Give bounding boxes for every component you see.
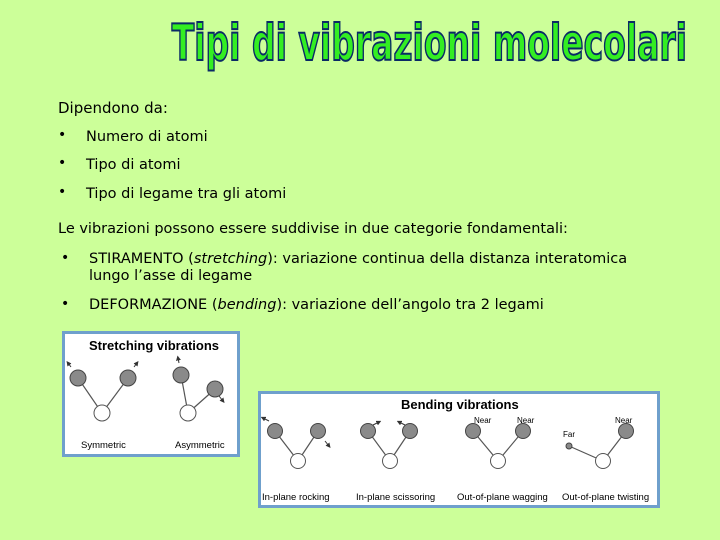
annotation-far: Far	[563, 430, 575, 439]
bending-figure	[258, 391, 660, 508]
bending-diagram	[261, 394, 657, 505]
bullet-mark: •	[58, 184, 67, 200]
bending-term: DEFORMAZIONE	[89, 297, 208, 313]
annotation-near: Near	[474, 416, 492, 425]
bullet-mark: •	[61, 296, 70, 312]
bullet-item-3: Tipo di legame tra gli atomi	[86, 186, 287, 202]
arrow	[219, 396, 223, 401]
bullet-mark: •	[61, 250, 70, 266]
central-atom	[94, 405, 110, 421]
bending-description: ): variazione dell’angolo tra 2 legami	[276, 297, 544, 313]
arrow	[134, 363, 137, 367]
central-atom	[383, 454, 398, 469]
arrow	[399, 422, 405, 425]
caption-in-plane-rocking: In-plane rocking	[262, 492, 330, 503]
bullet-mark: •	[58, 155, 67, 171]
atom	[619, 424, 634, 439]
stretching-figure-title: Stretching vibrations	[89, 338, 220, 353]
arrow	[263, 418, 269, 421]
stretching-diagram	[65, 334, 237, 454]
far-atom	[566, 443, 572, 449]
bending-english-term: bending	[217, 297, 277, 313]
central-atom	[596, 454, 611, 469]
bullet-item-2: Tipo di atomi	[86, 157, 181, 173]
categories-paragraph: Le vibrazioni possono essere suddivise in due categorie fondamentali:	[58, 221, 568, 237]
atom	[268, 424, 283, 439]
atom	[207, 381, 223, 397]
bending-figure-title: Bending vibrations	[401, 397, 519, 412]
stretching-figure	[62, 331, 240, 457]
caption-asymmetric: Asymmetric	[175, 440, 225, 451]
stretching-english-term: stretching	[193, 251, 268, 267]
caption-in-plane-scissoring: In-plane scissoring	[356, 492, 436, 503]
stretching-description: ): variazione continua della distanza interatomica	[267, 251, 628, 267]
slide-title: Tipi di vibrazioni molecolari	[171, 14, 687, 72]
stretching-definition	[89, 250, 627, 268]
central-atom	[491, 454, 506, 469]
atom	[516, 424, 531, 439]
bending-definition	[89, 296, 544, 314]
annotation-near: Near	[615, 416, 633, 425]
arrow	[68, 363, 71, 367]
caption-symmetric: Symmetric	[81, 440, 126, 451]
central-atom	[291, 454, 306, 469]
atom	[361, 424, 376, 439]
stretching-definition-line2: lungo l’asse di legame	[89, 268, 253, 284]
stretching-term: STIRAMENTO	[89, 251, 184, 267]
caption-out-of-plane-twisting: Out-of-plane twisting	[562, 492, 650, 503]
caption-out-of-plane-wagging: Out-of-plane wagging	[457, 492, 548, 503]
paren-open: (	[183, 251, 194, 267]
atom	[311, 424, 326, 439]
arrow	[373, 422, 379, 425]
bullet-item-1: Numero di atomi	[86, 129, 208, 145]
atom	[173, 367, 189, 383]
atom	[70, 370, 86, 386]
atom	[403, 424, 418, 439]
atom	[466, 424, 481, 439]
arrow	[178, 358, 179, 363]
intro-text: Dipendono da:	[58, 99, 168, 117]
bullet-mark: •	[58, 127, 67, 143]
central-atom	[180, 405, 196, 421]
annotation-near: Near	[517, 416, 535, 425]
paren-open: (	[207, 297, 218, 313]
arrow	[325, 441, 329, 446]
atom	[120, 370, 136, 386]
